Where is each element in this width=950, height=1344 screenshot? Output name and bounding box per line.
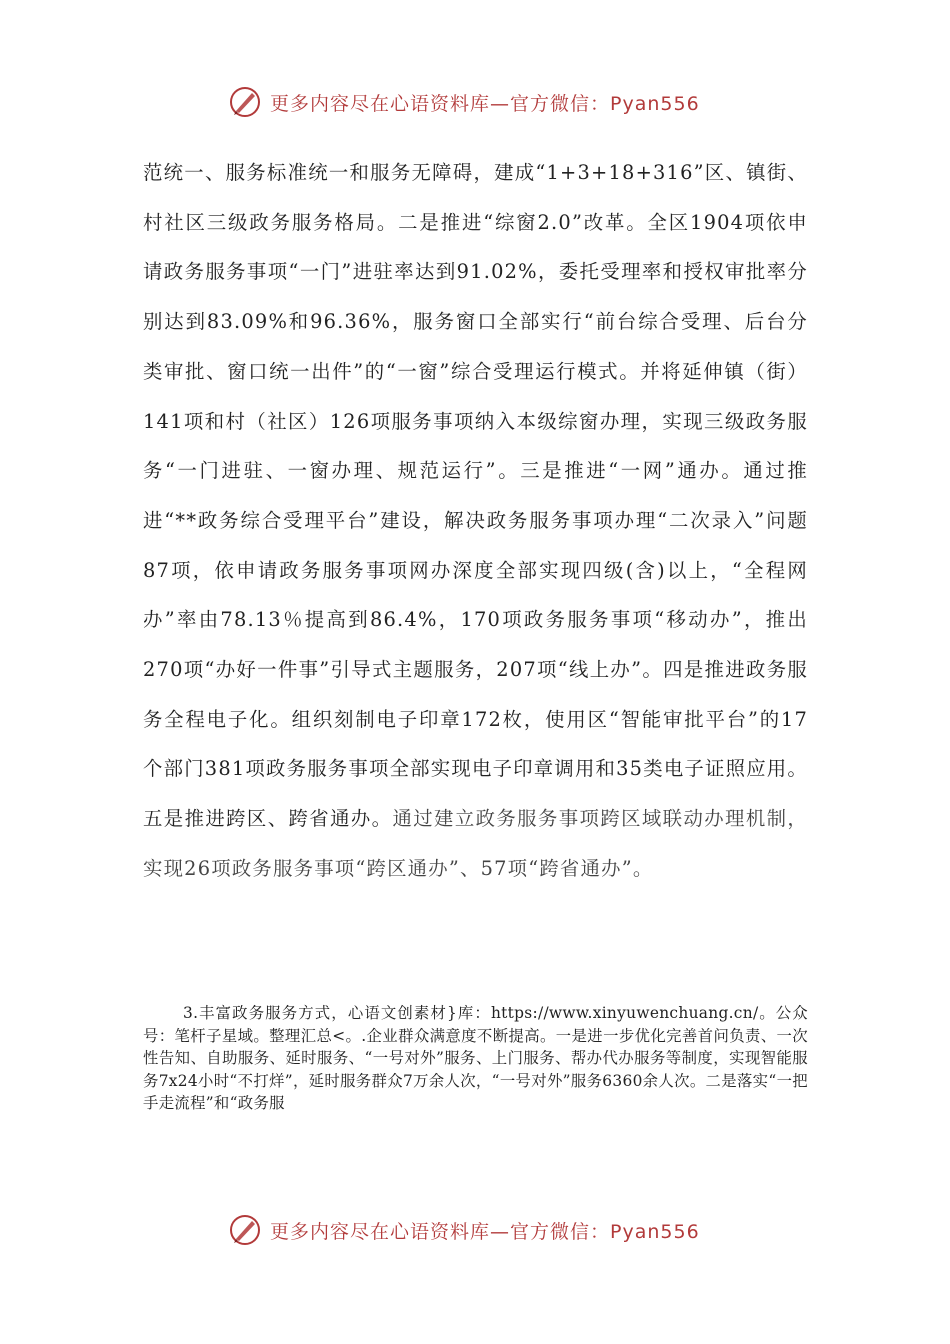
quill-pen-logo-icon bbox=[228, 1213, 262, 1247]
paragraph-1-text: 范统一、服务标准统一和服务无障碍，建成“1+3+18+316”区、镇街、村社区三级政务服务格局。二是推进“综窗2.0”改革。全区1904项依申请政务服务事项“一门”进驻率达到91.02%，委托受理率和授权审批率分别达到83.09%和96.36%，服务窗口全部实行“前台综合受理、后台分类审批、窗口统一出件”的“一窗”综合受理运行模式。并将延伸镇（街）141项和村（社区）126项服务事项纳入本级综窗办理，实现三级政务服务“一门进驻、一窗办理、规范运行”。三是推进“一网”通办。通过推进“**政务综合受理平台”建设，解决政务服务事项办理“二次录入”问题87项，依申请政务服务事项网办深度全部实现四级(含)以上，“全程网办”率由78.13％提高到86.4%，170项政务服务事项“移动办”，推出270项“办好一件事”引导式主题服务，207项“线上办”。四是推进政务服务全程电子化。组织刻制电子印章172枚，使用区“智能审批平台”的17个部门381项政务服务事项全部实现电子印章调用和35类电子证照应用。五是推进跨区、跨省通办。 bbox=[143, 161, 808, 831]
header-banner bbox=[228, 84, 728, 120]
body-paragraph-2: 3.丰富政务服务方式，心语文创素材}库：https://www.xinyuwenchuang.cn/。公众号：笔杆子星域。整理汇总<。.企业群众满意度不断提高。一是进一步优化完善首问负责、一次性告知、自助服务、延时服务、“一号对外”服务、上门服务、帮办代办服务等制度，实现智能服务7x24小时“不打烊”，延时服务群众7万余人次，“一号对外”服务6360余人次。二是落实“一把手走流程”和“政务服 bbox=[143, 1004, 808, 1113]
body-paragraph-1 bbox=[143, 148, 808, 894]
header-banner-text: 更多内容尽在心语资料库—官方微信：Pyan556 bbox=[270, 92, 700, 115]
footer-banner-text: 更多内容尽在心语资料库—官方微信：Pyan556 bbox=[270, 1220, 700, 1243]
paragraph-1-tail: 通过建立政务服务事项跨区域联动办理机制，实现26项政务服务事项“跨区通办”、57项“跨省通办”。 bbox=[143, 807, 808, 880]
quill-pen-logo-icon bbox=[228, 85, 262, 119]
footer-banner bbox=[228, 1212, 728, 1248]
